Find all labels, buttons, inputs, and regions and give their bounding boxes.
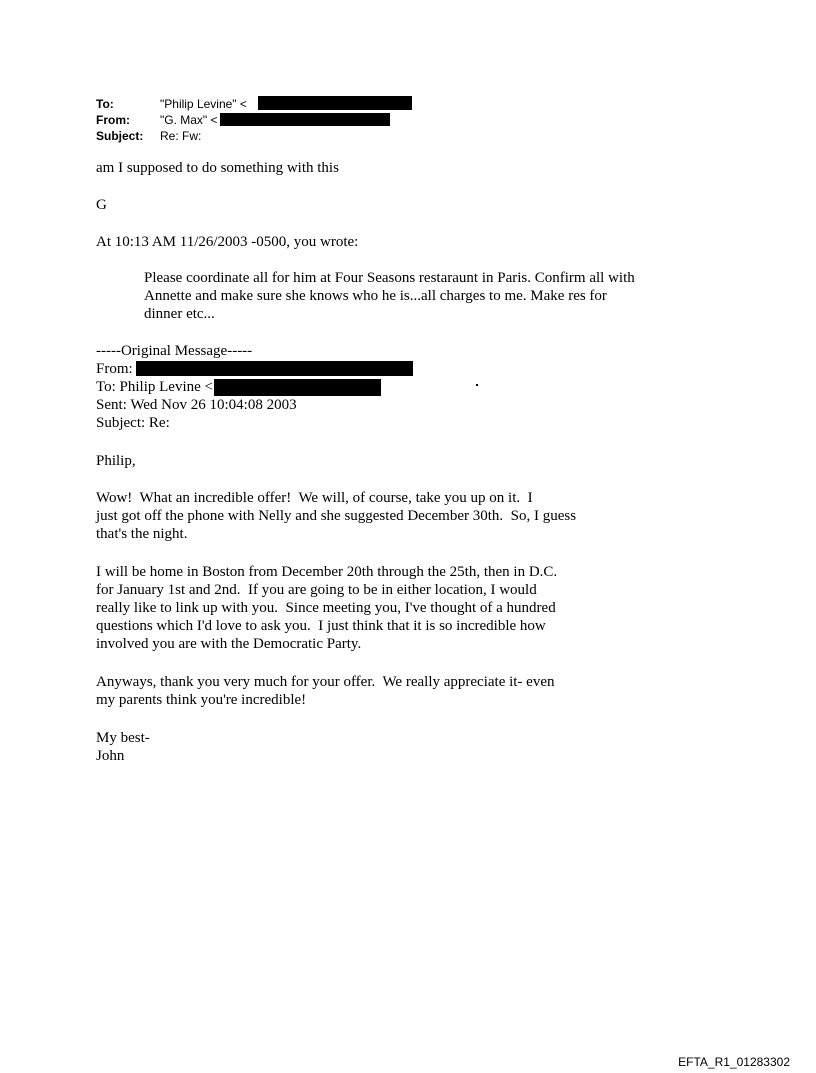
from-label: From: bbox=[96, 113, 130, 127]
document-id: EFTA_R1_01283302 bbox=[678, 1055, 790, 1069]
quoted-line: dinner etc... bbox=[144, 306, 215, 322]
stray-dot bbox=[476, 384, 478, 386]
quoted-line: Annette and make sure she knows who he is...all charges to me. Make res for bbox=[144, 288, 607, 304]
body-line: I will be home in Boston from December 20th through the 25th, then in D.C. bbox=[96, 564, 558, 580]
body-line: Anyways, thank you very much for your offer. We really appreciate it- even bbox=[96, 674, 555, 690]
body-line: questions which I'd love to ask you. I just think that it is so incredible how bbox=[96, 618, 546, 634]
original-from: From: bbox=[96, 361, 133, 377]
original-sent: Sent: Wed Nov 26 10:04:08 2003 bbox=[96, 397, 297, 413]
quoted-line: Please coordinate all for him at Four Seasons restaraunt in Paris. Confirm all with bbox=[144, 270, 635, 286]
body-line: my parents think you're incredible! bbox=[96, 692, 307, 708]
body-line: really like to link up with you. Since meeting you, I've thought of a hundred bbox=[96, 600, 556, 616]
from-value: "G. Max" < bbox=[160, 113, 218, 127]
redaction-original-from bbox=[136, 361, 413, 376]
quote-intro: At 10:13 AM 11/26/2003 -0500, you wrote: bbox=[96, 234, 359, 250]
header-subject bbox=[96, 128, 201, 144]
subject-label: Subject: bbox=[96, 129, 144, 143]
original-to: To: Philip Levine < bbox=[96, 379, 213, 395]
header-from bbox=[96, 112, 218, 128]
original-subject: Subject: Re: bbox=[96, 415, 170, 431]
redaction-to bbox=[258, 96, 412, 110]
header-to bbox=[96, 96, 247, 112]
original-separator: -----Original Message----- bbox=[96, 343, 253, 359]
reply-line: am I supposed to do something with this bbox=[96, 160, 339, 176]
redaction-from bbox=[220, 113, 390, 126]
closing: My best- bbox=[96, 730, 150, 746]
to-label: To: bbox=[96, 97, 114, 111]
redaction-original-to bbox=[214, 379, 381, 396]
sender-name: John bbox=[96, 748, 125, 764]
body-line: just got off the phone with Nelly and she suggested December 30th. So, I guess bbox=[96, 508, 577, 524]
body-line: involved you are with the Democratic Party. bbox=[96, 636, 362, 652]
to-value: "Philip Levine" < bbox=[160, 97, 247, 111]
reply-signature: G bbox=[96, 197, 107, 213]
subject-value: Re: Fw: bbox=[160, 129, 202, 143]
body-line: for January 1st and 2nd. If you are going to be in either location, I would bbox=[96, 582, 537, 598]
greeting: Philip, bbox=[96, 453, 136, 469]
body-line: Wow! What an incredible offer! We will, of course, take you up on it. I bbox=[96, 490, 533, 506]
body-line: that's the night. bbox=[96, 526, 188, 542]
